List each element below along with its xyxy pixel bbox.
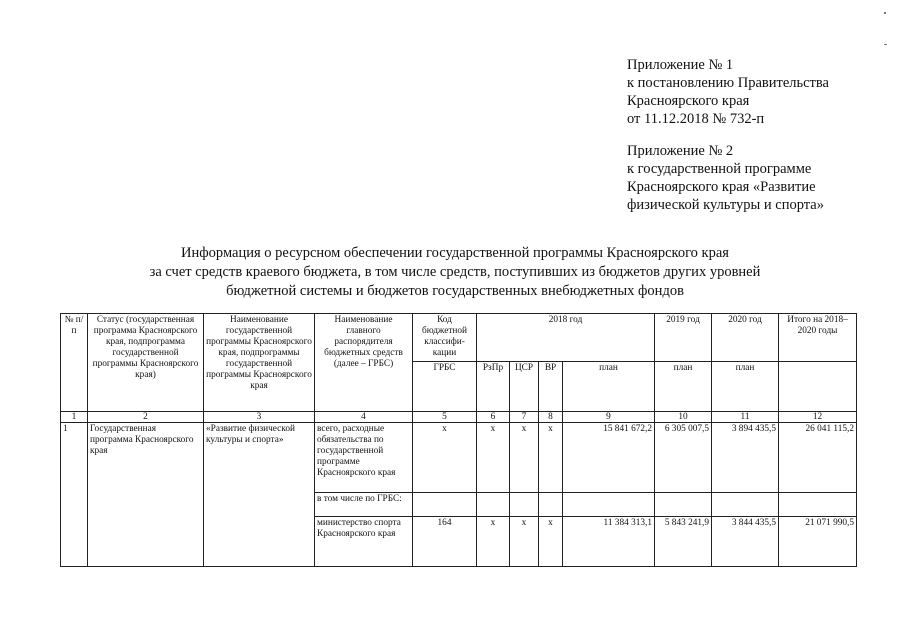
header-rzpr: РзПр: [477, 362, 510, 412]
row-value-2020: 3 894 435,5: [712, 423, 779, 493]
row-value-2018: 11 384 313,1: [563, 517, 655, 567]
annex-1-block: [627, 56, 829, 128]
column-number: 11: [712, 412, 779, 423]
header-program-name: Наименование государственной программы Красноярского края, подпрограммы государственной программы Красноярского края: [204, 314, 315, 412]
row-value-2019: 5 843 241,9: [655, 517, 712, 567]
row-value-2018: [563, 493, 655, 517]
row-vr: [539, 493, 563, 517]
column-number: 9: [563, 412, 655, 423]
title-line: за счет средств краевого бюджета, в том числе средств, поступивших из бюджетов других уровней: [149, 264, 761, 280]
title-line: Информация о ресурсном обеспечении государственной программы Красноярского края: [181, 245, 729, 261]
row-value-total: [779, 493, 857, 517]
annex-2-line: Приложение № 2: [627, 143, 734, 159]
row-grbs-name: всего, расходные обязательства по государственной программе Красноярского края: [315, 423, 413, 493]
row-rzpr: х: [477, 517, 510, 567]
row-csr: х: [510, 423, 539, 493]
column-number: 6: [477, 412, 510, 423]
column-number: 3: [204, 412, 315, 423]
annex-2-block: [627, 142, 824, 214]
column-number: 12: [779, 412, 857, 423]
column-number: 5: [413, 412, 477, 423]
row-vr: х: [539, 517, 563, 567]
header-num: № п/п: [61, 314, 88, 412]
row-csr: х: [510, 517, 539, 567]
header-year-2020: 2020 год: [712, 314, 779, 362]
row-rzpr: [477, 493, 510, 517]
annex-1-line: от 11.12.2018 № 732-п: [627, 111, 765, 127]
row-value-2019: 6 305 007,5: [655, 423, 712, 493]
header-total-blank: [779, 362, 857, 412]
row-grbs-name: министерство спорта Красноярского края: [315, 517, 413, 567]
annex-2-line: к государственной программе: [627, 161, 812, 177]
document-title: [60, 244, 850, 301]
row-grbs-name: в том числе по ГРБС:: [315, 493, 413, 517]
row-value-2018: 15 841 672,2: [563, 423, 655, 493]
scan-speck: [884, 12, 886, 14]
column-number: 4: [315, 412, 413, 423]
column-number: 7: [510, 412, 539, 423]
row-vr: х: [539, 423, 563, 493]
header-year-2019: 2019 год: [655, 314, 712, 362]
row-status: Государственная программа Красноярского края: [88, 423, 204, 567]
row-value-total: 21 071 990,5: [779, 517, 857, 567]
row-program: «Развитие физической культуры и спорта»: [204, 423, 315, 567]
row-grbs: [413, 493, 477, 517]
scan-speck: [884, 44, 887, 45]
annex-2-line: Красноярского края «Развитие: [627, 179, 816, 195]
column-number: 10: [655, 412, 712, 423]
header-status: Статус (государственная программа Красноярского края, подпрограмма государственной программы Красноярского края): [88, 314, 204, 412]
header-plan-2019: план: [655, 362, 712, 412]
row-rzpr: х: [477, 423, 510, 493]
column-number: 1: [61, 412, 88, 423]
row-value-total: 26 041 115,2: [779, 423, 857, 493]
resource-table: [60, 313, 857, 567]
header-vr: ВР: [539, 362, 563, 412]
row-grbs: х: [413, 423, 477, 493]
annex-1-line: Красноярского края: [627, 93, 750, 109]
header-plan-2020: план: [712, 362, 779, 412]
row-grbs: 164: [413, 517, 477, 567]
row-value-2020: 3 844 435,5: [712, 517, 779, 567]
header-csr: ЦСР: [510, 362, 539, 412]
header-year-2018: 2018 год: [477, 314, 655, 362]
row-value-2020: [712, 493, 779, 517]
annex-2-line: физической культуры и спорта»: [627, 197, 824, 213]
row-value-2019: [655, 493, 712, 517]
header-grbs-name: Наименование главного распорядителя бюджетных средств (далее – ГРБС): [315, 314, 413, 412]
header-plan-2018: план: [563, 362, 655, 412]
column-number: 8: [539, 412, 563, 423]
table-row: [61, 423, 857, 493]
row-csr: [510, 493, 539, 517]
header-grbs: ГРБС: [413, 362, 477, 412]
annex-1-line: Приложение № 1: [627, 57, 734, 73]
row-num: 1: [61, 423, 88, 567]
header-code: Код бюджетной классифи-кации: [413, 314, 477, 362]
header-total: Итого на 2018–2020 годы: [779, 314, 857, 362]
annex-1-line: к постановлению Правительства: [627, 75, 829, 91]
column-number: 2: [88, 412, 204, 423]
title-line: бюджетной системы и бюджетов государственных внебюджетных фондов: [226, 283, 684, 299]
